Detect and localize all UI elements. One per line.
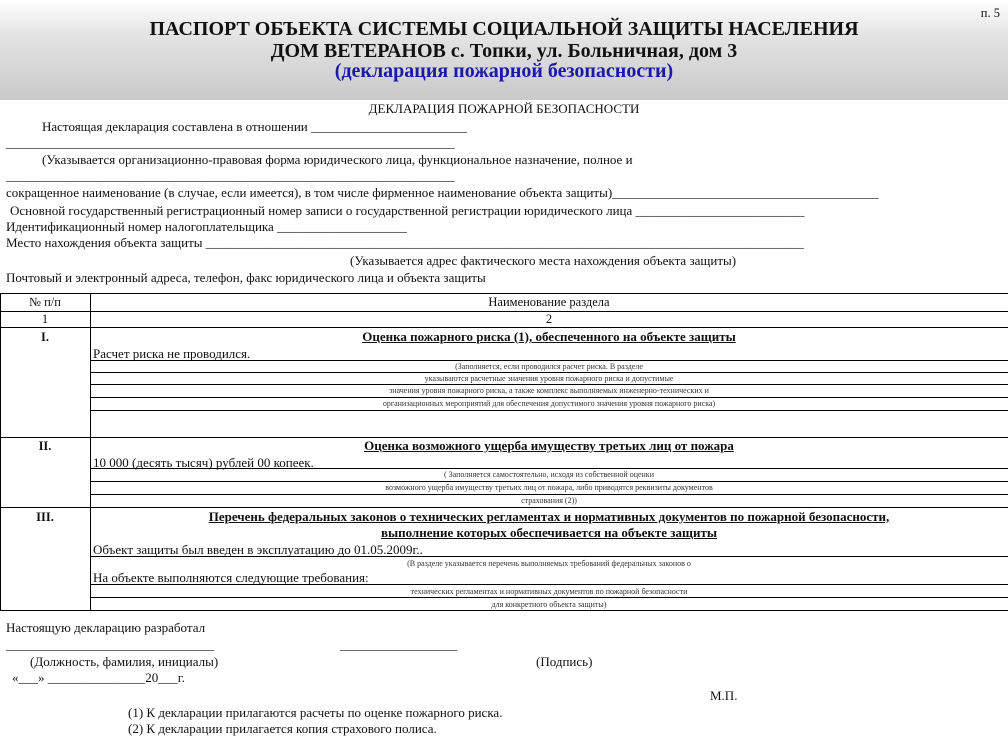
section-3-value: Объект защиты был введен в эксплуатацию до 01.05.2009г.. [93,542,423,557]
section-1-title: Оценка пожарного риска (1), обеспеченного на объекте защиты [362,329,736,344]
doc-p9: (Указывается адрес фактического места нахождения объекта защиты) [350,253,737,268]
section-1-note: организационных мероприятий для обеспечения допустимого значения уровня пожарного риска) [382,399,716,408]
position-blank: ________________________________ [6,637,214,652]
doc-title: ДЕКЛАРАЦИЯ ПОЖАРНОЙ БЕЗОПАСНОСТИ [368,101,640,116]
section-2-number: II. [38,439,52,453]
col2-number: 2 [545,312,553,326]
header-line-3: (декларация пожарной безопасности) [334,60,674,82]
section-3-title: Перечень федеральных законов о технических регламентах и нормативных документов по пожарной безопасности, [208,509,890,524]
doc-p2: _____________________________________________________________________ [6,135,455,150]
doc-p10: Почтовый и электронный адреса, телефон, факс юридического лица и объекта защиты [6,270,486,285]
section-1-note: указываются расчетные значения уровня пожарного риска и допустимые [424,374,674,383]
position-label: (Должность, фамилия, инициалы) [30,654,219,669]
signature-label: (Подпись) [536,654,593,669]
section-2-note: возможного ущерба имуществу третьих лиц от пожара, либо приводятся реквизиты документов [385,483,713,492]
doc-p1: Настоящая декларация составлена в отношении ________________________ [42,119,467,134]
section-2-note: ( Заполняется самостоятельно, исходя из собственной оценки [444,470,654,479]
doc-p7: Идентификационный номер налогоплательщика ____________________ [6,219,408,234]
section-3-note: для конкретного объекта защиты) [491,600,607,609]
page-number: п. 5 [980,6,1000,20]
section-3-number: III. [36,510,54,524]
doc-p3: (Указывается организационно-правовая форма юридического лица, функциональное назначение, полное и [42,152,633,167]
col2-header: Наименование раздела [488,295,610,309]
section-1-value: Расчет риска не проводился. [93,346,251,361]
footnote-2: (2) К декларации прилагается копия страхового полиса. [128,721,437,736]
section-1-number: I. [41,330,49,344]
footnote-1: (1) К декларации прилагаются расчеты по оценке пожарного риска. [128,705,503,720]
doc-p6: Основной государственный регистрационный номер записи о государственной регистрации юридического лица __________________________ [10,203,805,218]
header-line-1: ПАСПОРТ ОБЪЕКТА СИСТЕМЫ СОЦИАЛЬНОЙ ЗАЩИТЫ НАСЕЛЕНИЯ [149,18,859,40]
col1-number: 1 [41,312,49,326]
col1-header: № п/п [29,295,61,309]
developed-by: Настоящую декларацию разработал [6,620,206,635]
section-3-note: технических регламентах и нормативных документов по пожарной безопасности [410,587,688,596]
section-3-note: (В разделе указывается перечень выполняемых требований федеральных законов о [407,559,691,568]
section-1-note: значения уровня пожарного риска, а также комплекс выполняемых инженерно-технических и [389,386,709,395]
date-blank: «___» _______________20___г. [12,670,185,685]
section-2-value: 10 000 (десять тысяч) рублей 00 копеек. [93,455,314,470]
stamp-label: М.П. [710,688,738,703]
signature-blank: __________________ [340,637,457,652]
doc-p8: Место нахождения объекта защиты ____________________________________________________________________________________________ [6,235,804,250]
section-2-title: Оценка возможного ущерба имуществу третьих лиц от пожара [364,438,734,453]
header-line-2: ДОМ ВЕТЕРАНОВ с. Топки, ул. Больничная, дом 3 [270,40,738,62]
section-3-title-2: выполнение которых обеспечивается на объекте защиты [380,525,718,540]
doc-p4: _____________________________________________________________________ [6,168,455,183]
section-2-note: страхования (2)) [521,496,577,505]
doc-p5: сокращенное наименование (в случае, если имеется), в том числе фирменное наименование объекта защиты)_________________________________________ [6,185,879,200]
section-3-value-2: На объекте выполняются следующие требования: [93,570,369,585]
section-1-note: (Заполняется, если проводился расчет риска. В разделе [455,362,643,371]
